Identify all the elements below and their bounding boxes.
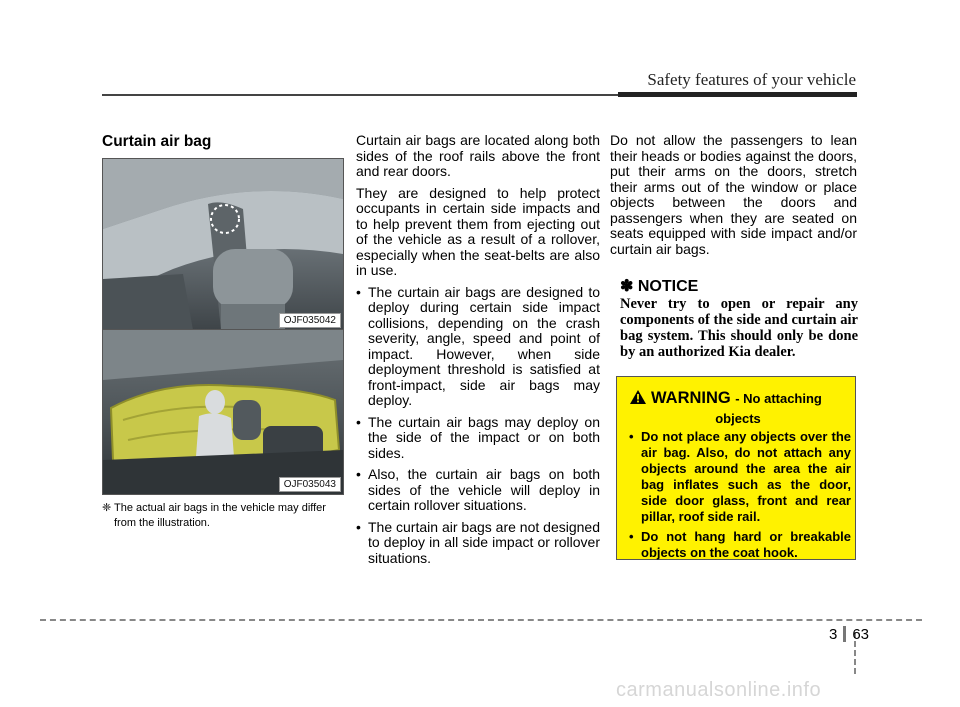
curtain-airbag-photo-bottom (102, 329, 344, 495)
roof-rail-illustration (103, 159, 343, 330)
header-rule (102, 94, 618, 96)
footer-rule (40, 619, 922, 621)
paragraph-purpose: They are designed to help protect occupants in certain side impacts and to help prevent them from ejecting out of the vehicle as a result of a rollover, especially when the seat-belts are also in use. (356, 184, 600, 278)
list-item: • The curtain air bags are designed to deploy during certain side impact collisions, depending on the crash severity, angle, speed and point of impact. However, when side deployment threshold is satisfied at front-impact, side air bags may deploy. (356, 283, 600, 408)
list-item: • Do not hang hard or breakable objects on the coat hook. (629, 529, 851, 560)
paragraph-location: Curtain air bags are located along both sides of the roof rails above the front and rear doors. (356, 132, 600, 179)
page-number-separator (843, 626, 846, 642)
notice-heading (620, 276, 698, 296)
chapter-number: 3 (829, 626, 838, 643)
body-column-2 (356, 133, 600, 572)
paragraph-passenger-caution: Do not allow the passengers to lean their heads or bodies against the doors, put their arms on the doors, stretch their arms out of the window or place objects between the doors and passengers when they are seated on seats equipped with side impact and/or curtain air bags. (610, 132, 857, 257)
list-item: • Do not place any objects over the air bag. Also, do not attach any objects around the area the air bag inflates such as the door, side door glass, front and rear pillar, roof side rail. (629, 429, 851, 524)
header-rule-accent (618, 92, 857, 97)
warning-subtitle-2: objects (715, 411, 761, 426)
section-title: Curtain air bag (102, 133, 212, 150)
caption-line-2: from the illustration. (114, 517, 210, 529)
notice-body: Never try to open or repair any components of the side and curtain air bag system. This should only be done by an authorized Kia dealer. (620, 296, 858, 360)
caption-mark: ❈ (102, 502, 112, 514)
notice-mark-icon: ✽ (620, 278, 634, 295)
body-column-3 (610, 133, 857, 257)
list-item: • The curtain air bags may deploy on the side of the impact or on both sides. (356, 413, 600, 461)
watermark: carmanualsonline.info (616, 679, 822, 701)
warning-box (616, 376, 856, 560)
figure-code-top: OJF035042 (279, 313, 341, 328)
page-number-value: 63 (852, 626, 870, 643)
warning-triangle-icon (629, 389, 647, 410)
warning-word: WARNING (651, 389, 731, 407)
warning-subtitle: - No attaching (735, 391, 822, 406)
caption-line-1: The actual air bags in the vehicle may differ (114, 502, 326, 514)
list-item: • Also, the curtain air bags on both sides of the vehicle will deploy in certain rollover situations. (356, 466, 600, 513)
deployed-curtain-airbag-illustration (103, 330, 343, 494)
warning-list (629, 429, 851, 565)
list-item: • The curtain air bags are not designed to deploy in all side impact or rollover situations. (356, 518, 600, 566)
page-header-title: Safety features of your vehicle (647, 70, 856, 89)
curtain-airbag-photo-top (102, 158, 344, 331)
notice-title: NOTICE (637, 278, 699, 295)
page-number (829, 626, 869, 643)
figure-caption (102, 501, 347, 531)
figure-code-bottom: OJF035043 (279, 477, 341, 492)
warning-heading (629, 389, 847, 426)
